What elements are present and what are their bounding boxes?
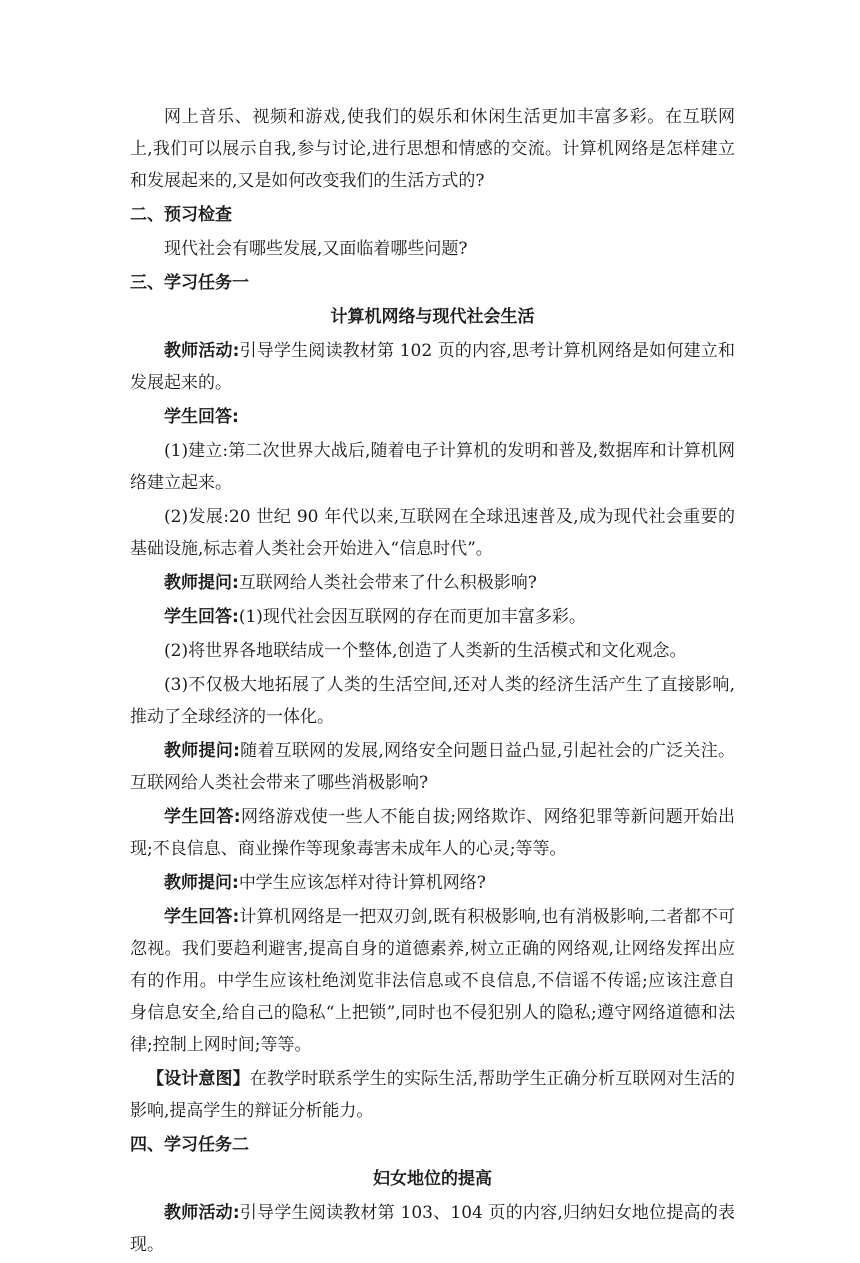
teacher-question-label: 教师提问: (164, 873, 239, 893)
teacher-activity-paragraph-2 (130, 1197, 735, 1261)
student-answer-label: 学生回答: (164, 907, 240, 927)
design-intent-label: 【设计意图】 (147, 1069, 250, 1089)
student-answer-label: 学生回答: (164, 407, 239, 427)
student-answer-attitude (130, 901, 735, 1061)
teacher-question-attitude (130, 867, 735, 899)
teacher-activity-text: 引导学生阅读教材第 102 页的内容,思考计算机网络是如何建立和发展起来的。 (130, 341, 735, 393)
student-answer-positive (130, 601, 735, 633)
student-answer-text: 网络游戏使一些人不能自拔;网络欺诈、网络犯罪等新问题开始出现;不良信息、商业操作等现象毒害未成年人的心灵;等等。 (130, 807, 735, 859)
teacher-question-text: 互联网给人类社会带来了什么积极影响? (238, 573, 537, 593)
student-answer-text: (1)现代社会因互联网的存在而更加丰富多彩。 (238, 607, 586, 627)
teacher-activity-label: 教师活动: (164, 1203, 240, 1223)
design-intent-paragraph (130, 1063, 735, 1127)
section-heading-preview-check: 二、预习检查 (130, 205, 232, 225)
preview-question: 现代社会有哪些发展,又面临着哪些问题? (164, 239, 468, 259)
design-intent-text: 在教学时联系学生的实际生活,帮助学生正确分析互联网对生活的影响,提高学生的辩证分析能力。 (130, 1069, 735, 1121)
student-answer-negative (130, 801, 735, 865)
document-body (130, 101, 735, 1263)
intro-paragraph: 网上音乐、视频和游戏,使我们的娱乐和休闲生活更加丰富多彩。在互联网上,我们可以展示自我,参与讨论,进行思想和情感的交流。计算机网络是怎样建立和发展起来的,又是如何改变我们的生活方式的? (130, 107, 735, 191)
teacher-question-text: 随着互联网的发展,网络安全问题日益凸显,引起社会的广泛关注。互联网给人类社会带来了哪些消极影响? (130, 741, 735, 793)
teacher-activity-label: 教师活动: (164, 341, 240, 361)
teacher-question-negative (130, 735, 735, 799)
answer-positive-3: (3)不仅极大地拓展了人类的生活空间,还对人类的经济生活产生了直接影响,推动了全球经济的一体化。 (130, 675, 735, 727)
teacher-activity-text: 引导学生阅读教材第 103、104 页的内容,归纳妇女地位提高的表现。 (130, 1203, 735, 1255)
student-answer-label: 学生回答: (164, 607, 239, 627)
task-two-subtitle: 妇女地位的提高 (373, 1169, 492, 1189)
answer-establish: (1)建立:第二次世界大战后,随着电子计算机的发明和普及,数据库和计算机网络建立起来。 (130, 441, 735, 493)
answer-positive-2: (2)将世界各地联结成一个整体,创造了人类新的生活模式和文化观念。 (164, 641, 687, 661)
student-answer-text: 计算机网络是一把双刃剑,既有积极影响,也有消极影响,二者都不可忽视。我们要趋利避害,提高自身的道德素养,树立正确的网络观,让网络发挥出应有的作用。中学生应该杜绝浏览非法信息或不良信息,不信谣不传谣;应该注意自身信息安全,给自己的隐私“上把锁”,同时也不侵犯别人的隐私;遵守网络道德和法律;控制上网时间;等等。 (130, 907, 735, 1055)
student-answer-label: 学生回答: (164, 807, 241, 827)
section-heading-task-two: 四、学习任务二 (130, 1135, 249, 1155)
teacher-question-label: 教师提问: (164, 741, 240, 761)
answer-develop: (2)发展:20 世纪 90 年代以来,互联网在全球迅速普及,成为现代社会重要的基础设施,标志着人类社会开始进入“信息时代”。 (130, 507, 735, 559)
teacher-question-positive (130, 567, 735, 599)
teacher-question-label: 教师提问: (164, 573, 239, 593)
task-one-subtitle: 计算机网络与现代社会生活 (330, 307, 535, 327)
section-heading-task-one: 三、学习任务一 (130, 273, 249, 293)
teacher-question-text: 中学生应该怎样对待计算机网络? (238, 873, 486, 893)
teacher-activity-paragraph (130, 335, 735, 399)
student-answer-label-paragraph (130, 401, 735, 433)
